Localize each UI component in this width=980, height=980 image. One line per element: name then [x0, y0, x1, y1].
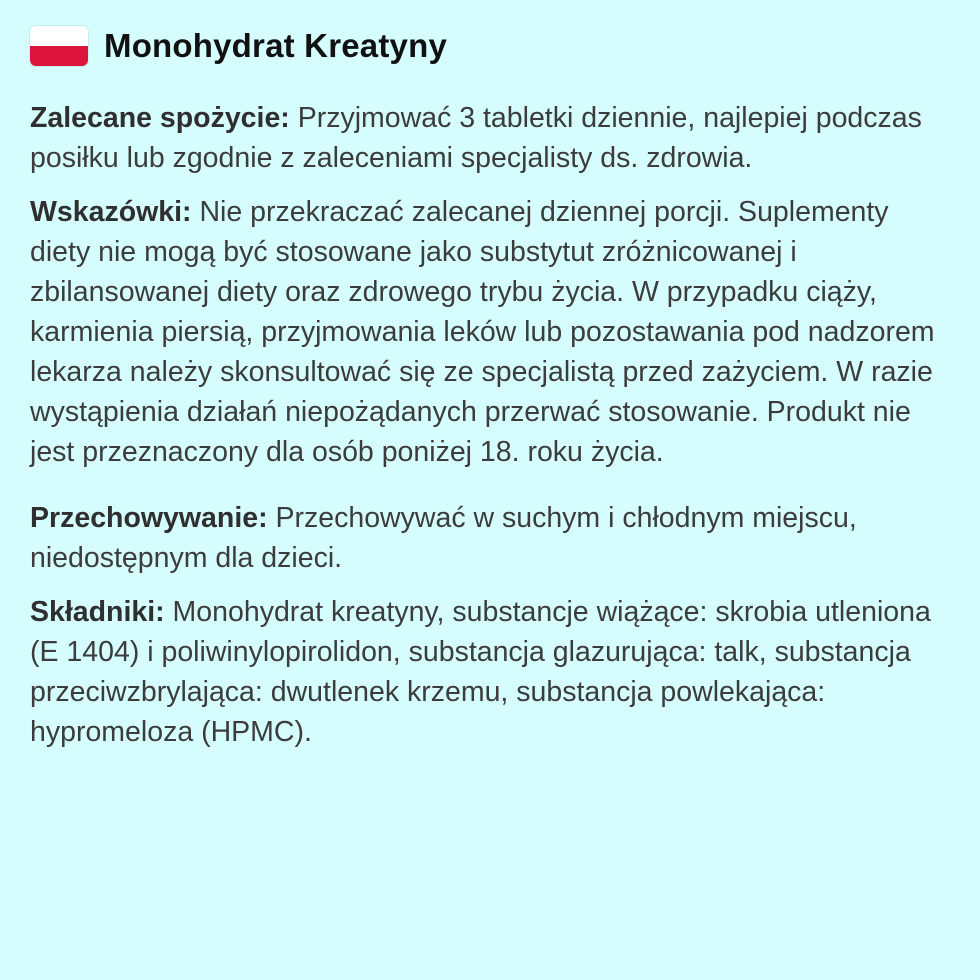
dosage-label: Zalecane spożycie: — [30, 102, 290, 134]
poland-flag-icon — [30, 26, 88, 66]
warnings-section — [30, 192, 955, 472]
dosage-section — [30, 98, 955, 178]
ingredients-label: Składniki: — [30, 596, 165, 628]
dosage-text: Przyjmować 3 tabletki dziennie, najlepiej podczas posiłku lub zgodnie z zaleceniami specjalisty ds. zdrowia. — [30, 102, 922, 174]
ingredients-text: Monohydrat kreatyny, substancje wiążące: skrobia utleniona (E 1404) i poliwinylopirolidon, substancja glazurująca: talk, substancja przeciwzbrylająca: dwutlenek krzemu, substancja powlekająca: hypromeloza (HPMC). — [30, 596, 931, 748]
warnings-label: Wskazówki: — [30, 196, 192, 228]
page-title: Monohydrat Kreatyny — [104, 27, 448, 64]
storage-text: Przechowywać w suchym i chłodnym miejscu, niedostępnym dla dzieci. — [30, 502, 857, 574]
ingredients-section — [30, 592, 955, 752]
storage-section — [30, 498, 955, 578]
header — [30, 26, 447, 66]
warnings-text: Nie przekraczać zalecanej dziennej porcji. Suplementy diety nie mogą być stosowane jako substytut zróżnicowanej i zbilansowanej diety oraz zdrowego trybu życia. W przypadku ciąży, karmienia piersią, przyjmowania leków lub pozostawania pod nadzorem lekarza należy skonsultować się ze specjalistą przed zażyciem. W razie wystąpienia działań niepożądanych przerwać stosowanie. Produkt nie jest przeznaczony dla osób poniżej 18. roku życia. — [30, 196, 935, 468]
product-info — [30, 98, 955, 752]
storage-label: Przechowywanie: — [30, 502, 268, 534]
